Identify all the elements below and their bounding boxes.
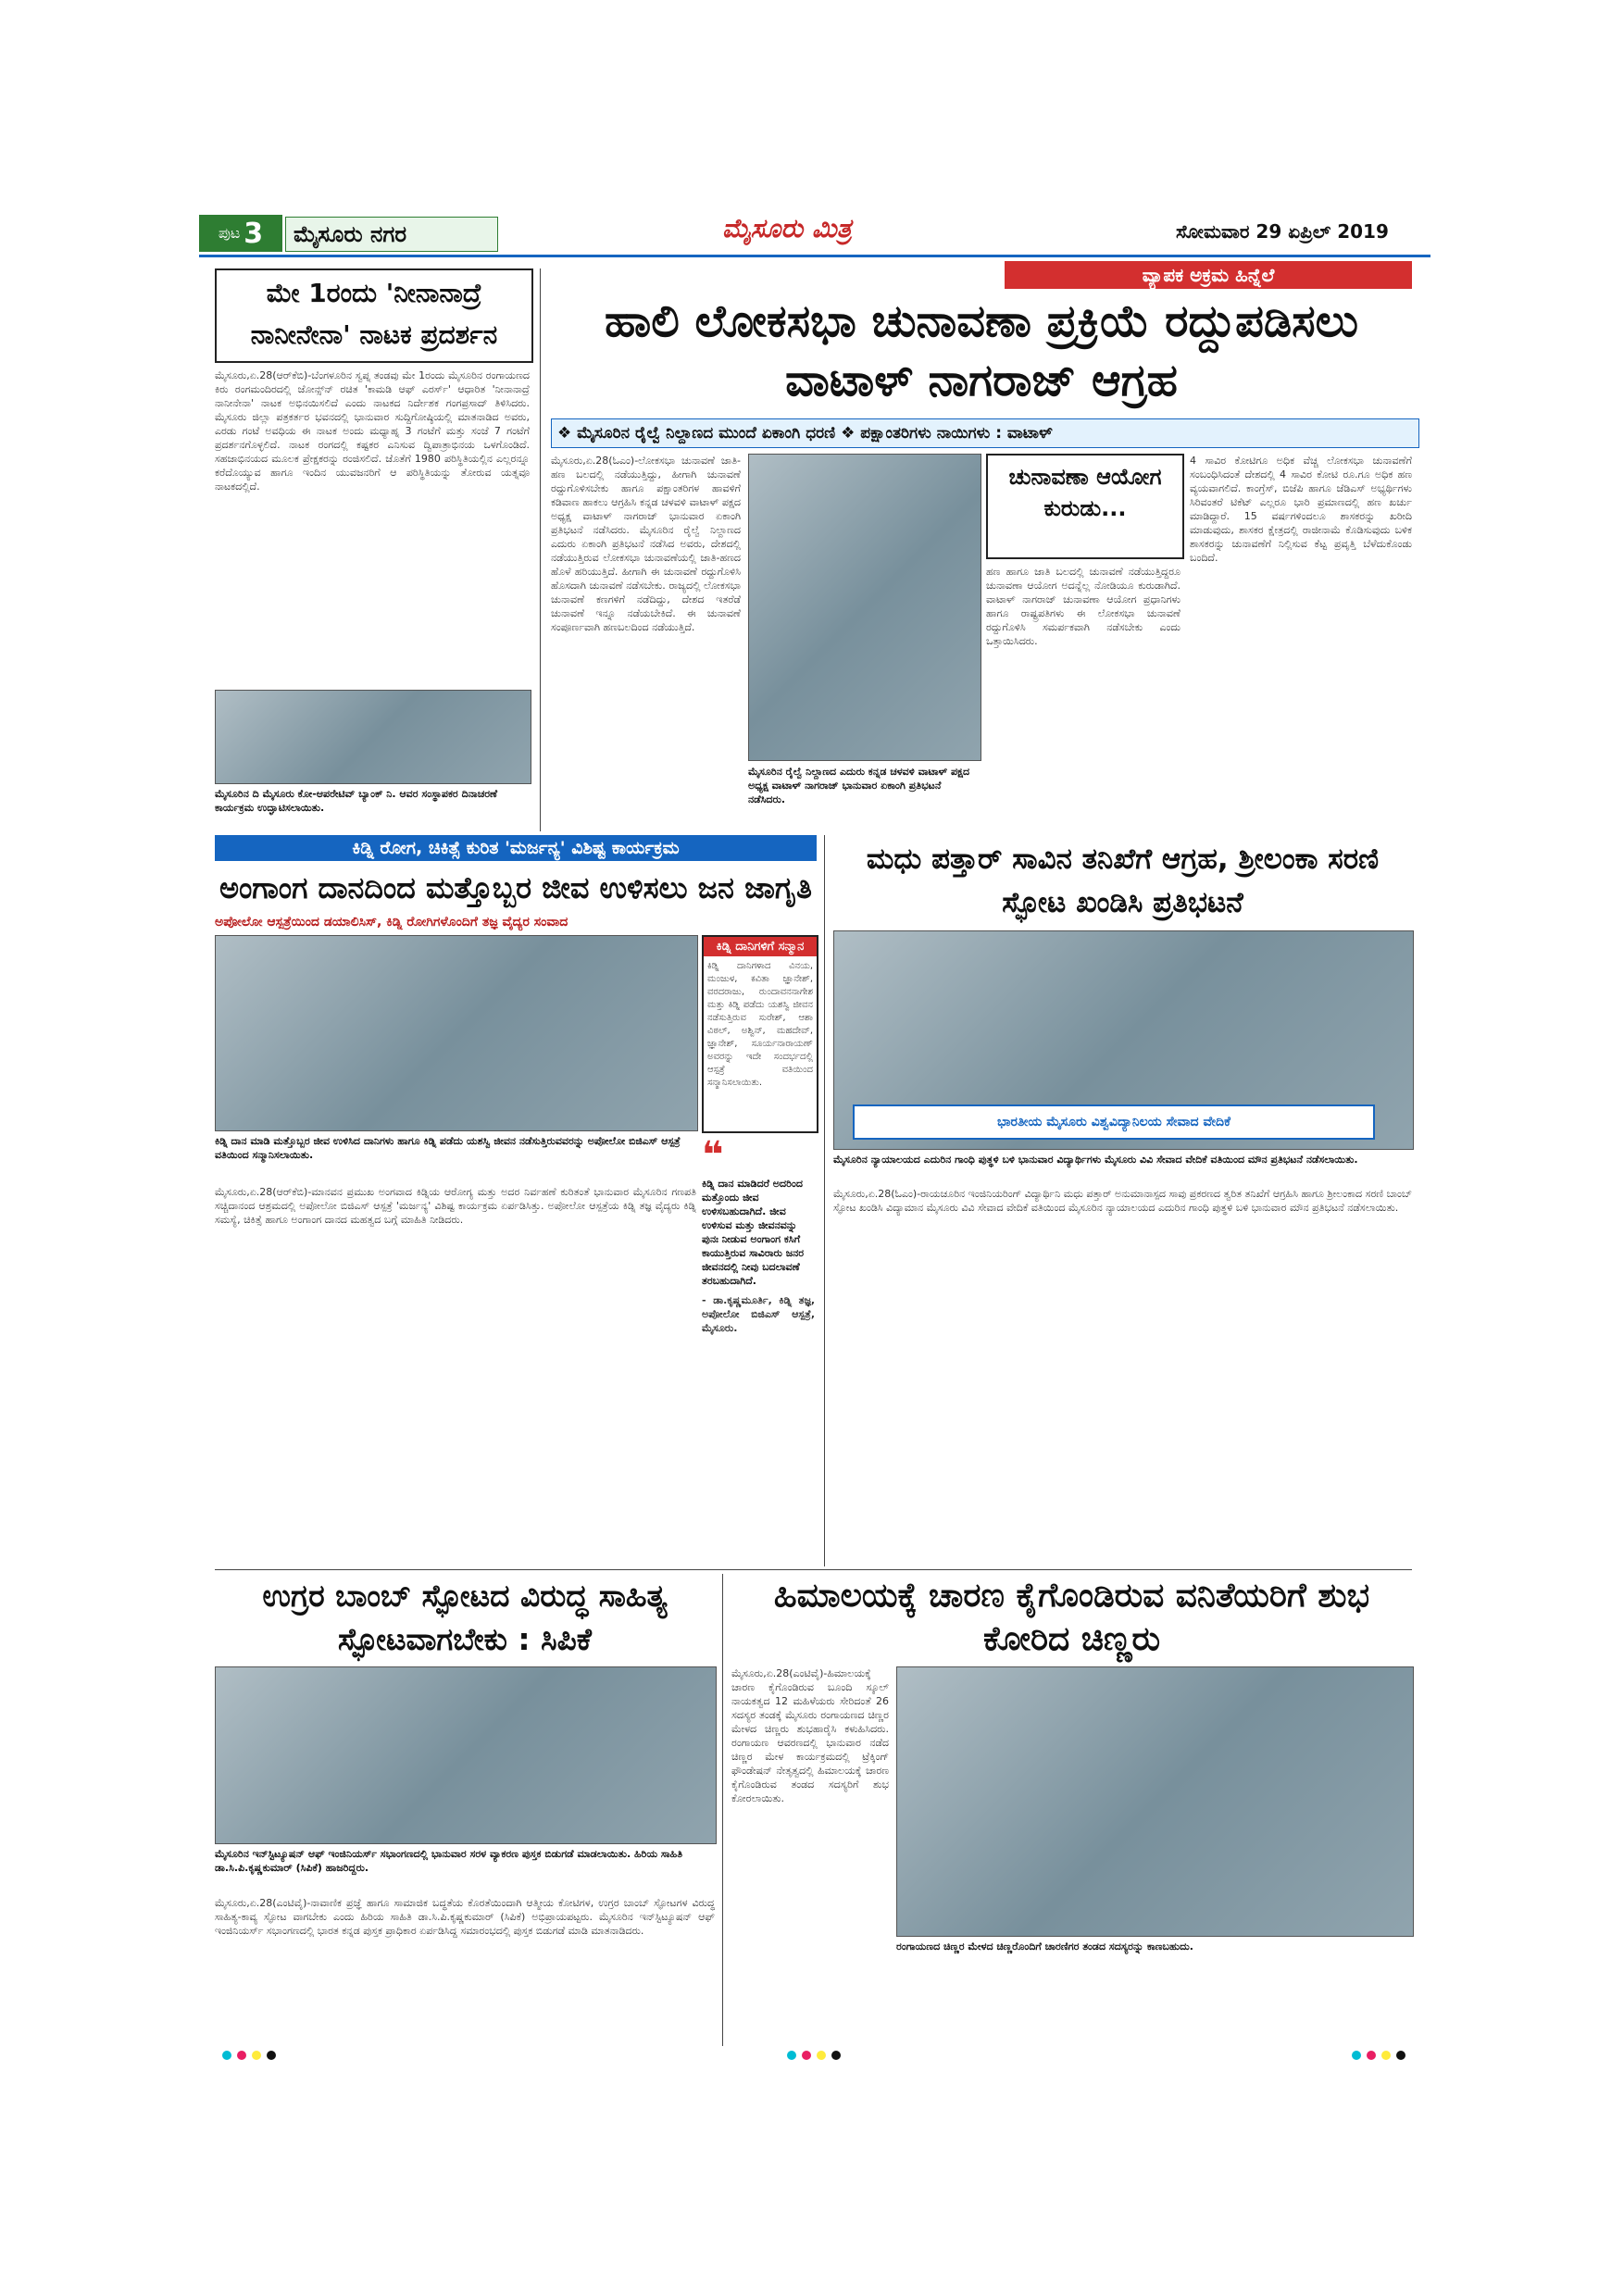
story3-body: ಮೈಸೂರು,ಏ.28(ಆರ್‌ಕೆಬಿ)-ಮಾನವನ ಪ್ರಮುಖ ಅಂಗವಾದ ಕಿಡ್ನಿಯ ಆರೋಗ್ಯ ಮತ್ತು ಅದರ ನಿರ್ವಹಣೆ ಕುರಿತಂತೆ ಭಾನುವಾರ ಮೈಸೂರಿನ ಗಣಪತಿ ಸಚ್ಚಿದಾನಂದ ಆಶ್ರಮದಲ್ಲಿ ಅಪೋಲೋ ಬಿಜಿಎಸ್ ಆಸ್ಪತ್ರೆ 'ಮರ್ಜನ್ಯ' ವಿಶಿಷ್ಟ ಕಾರ್ಯಕ್ರಮ ಏರ್ಪಡಿಸಿತ್ತು. ಅಪೋಲೋ ಆಸ್ಪತ್ರೆಯ ಕಿಡ್ನಿ ತಜ್ಞ ವೈದ್ಯರು ಕಿಡ್ನಿ ಸಮಸ್ಯೆ, ಚಿಕಿತ್ಸೆ ಹಾಗೂ ಅಂಗಾಂಗ ದಾನದ ಮಹತ್ವದ ಬಗ್ಗೆ ಮಾಹಿತಿ ನೀಡಿದರು. — [215, 1186, 696, 1226]
story1-headline: ಮೇ 1ರಂದು 'ನೀನಾನಾದ್ರೆ ನಾನೀನೇನಾ' ನಾಟಕ ಪ್ರದರ್ಶನ — [250, 278, 498, 350]
lead-col3: 4 ಸಾವಿರ ಕೋಟಿಗೂ ಅಧಿಕ ವೆಚ್ಚ ಲೋಕಸಭಾ ಚುನಾವಣೆಗೆ ಸಂಬಂಧಿಸಿದಂತೆ ದೇಶದಲ್ಲಿ 4 ಸಾವಿರ ಕೋಟಿ ರೂ.ಗೂ ಅಧಿಕ ಹಣ ವ್ಯಯವಾಗಲಿದೆ. ಕಾಂಗ್ರೆಸ್, ಬಿಜೆಪಿ ಹಾಗೂ ಜೆಡಿಎಸ್ ಅಭ್ಯರ್ಥಿಗಳು ಸಿರಿವಂತರೆ ಟಿಕೆಟ್ ಎಲ್ಲರೂ ಭಾರಿ ಪ್ರಮಾಣದಲ್ಲಿ ಹಣ ಖರ್ಚು ಮಾಡಿದ್ದಾರೆ. 15 ವರ್ಷಗಳಿಂದಲೂ ಶಾಸಕರನ್ನು ಖರೀದಿ ಮಾಡುವುದು, ಶಾಸಕರ ಕ್ಷೇತ್ರದಲ್ಲಿ ರಾಜೀನಾಮೆ ಕೊಡಿಸುವುದು ಬಳಿಕ ಶಾಸಕರನ್ನು ಚುನಾವಣೆಗೆ ನಿಲ್ಲಿಸುವ ಕೆಟ್ಟ ಪ್ರವೃತ್ತಿ ಬೆಳೆದುಕೊಂಡು ಬಂದಿದೆ. — [1190, 455, 1412, 564]
story6-headline: ಹಿಮಾಲಯಕ್ಕೆ ಚಾರಣ ಕೈಗೊಂಡಿರುವ ವನಿತೆಯರಿಗೆ ಶುಭ ಕೋರಿದ ಚಿಣ್ಣರು — [773, 1577, 1370, 1658]
story6-caption: ರಂಗಾಯಣದ ಚಿಣ್ಣರ ಮೇಳದ ಚಿಣ್ಣರೊಂದಿಗೆ ಚಾರಣಿಗರ ತಂಡದ ಸದಸ್ಯರನ್ನು ಕಾಣಬಹುದು. — [896, 1940, 1193, 1953]
lead-kicker: ವ್ಯಾಪಕ ಅಕ್ರಮ ಹಿನ್ನೆಲೆ — [1005, 261, 1412, 289]
yellow-dot — [252, 2051, 261, 2060]
story3-box-title: ಕಿಡ್ನಿ ದಾನಿಗಳಿಗೆ ಸನ್ಮಾನ — [704, 937, 817, 956]
lead-body: ಮೈಸೂರು,ಏ.28(ಓಎಂ)-ಲೋಕಸಭಾ ಚುನಾವಣೆ ಜಾತಿ-ಹಣ ಬಲದಲ್ಲಿ ನಡೆಯುತ್ತಿದ್ದು, ಹೀಗಾಗಿ ಚುನಾವಣೆ ರದ್ದುಗೊಳಿಸಬೇಕು ಹಾಗೂ ಪಕ್ಷಾಂತರಿಗಳ ಹಾವಳಿಗೆ ಕಡಿವಾಣ ಹಾಕಲು ಆಗ್ರಹಿಸಿ ಕನ್ನಡ ಚಳವಳಿ ವಾಟಾಳ್ ಪಕ್ಷದ ಅಧ್ಯಕ್ಷ ವಾಟಾಳ್ ನಾಗರಾಜ್ ಭಾನುವಾರ ಏಕಾಂಗಿ ಪ್ರತಿಭಟನೆ ನಡೆಸಿದರು. ಮೈಸೂರಿನ ರೈಲ್ವೆ ನಿಲ್ದಾಣದ ಎದುರು ಏಕಾಂಗಿ ಪ್ರತಿಭಟನೆ ನಡೆಸಿದ ಅವರು, ದೇಶದಲ್ಲಿ ನಡೆಯುತ್ತಿರುವ ಲೋಕಸಭಾ ಚುನಾವಣೆಯಲ್ಲಿ ಜಾತಿ-ಹಣದ ಹೊಳೆ ಹರಿಯುತ್ತಿದೆ. ಹೀಗಾಗಿ ಈ ಚುನಾವಣೆ ರದ್ದುಗೊಳಿಸಿ ಹೊಸದಾಗಿ ಚುನಾವಣೆ ನಡೆಸಬೇಕು. ರಾಜ್ಯದಲ್ಲಿ ಲೋಕಸಭಾ ಚುನಾವಣೆ ಕಣಗಳಿಗೆ ನಡೆದಿದ್ದು, ದೇಶದ ಇತರೆಡೆ ಚುನಾವಣೆ ಇನ್ನೂ ನಡೆಯಬೇಕಿದೆ. ಈ ಚುನಾವಣೆ ಸಂಪೂರ್ಣವಾಗಿ ಹಣಬಲದಿಂದ ನಡೆಯುತ್ತಿದೆ. — [551, 455, 741, 633]
yellow-dot — [1381, 2051, 1391, 2060]
lead-headline: ಹಾಲಿ ಲೋಕಸಭಾ ಚುನಾವಣಾ ಪ್ರಕ್ರಿಯೆ ರದ್ದುಪಡಿಸಲು ವಾಟಾಳ್ ನಾಗರಾಜ್ ಆಗ್ರಹ — [605, 295, 1358, 406]
magenta-dot — [1367, 2051, 1376, 2060]
story3-pullquote: ಕಿಡ್ನಿ ದಾನ ಮಾಡಿದರೆ ಅದರಿಂದ ಮತ್ತೊಂದು ಜೀವ ಉಳಿಸಬಹುದಾಗಿದೆ. ಜೀವ ಉಳಿಸುವ ಮತ್ತು ಜೀವನವನ್ನು ಪುನಃ ನೀಡುವ ಅಂಗಾಂಗ ಕಸಿಗೆ ಕಾಯುತ್ತಿರುವ ಸಾವಿರಾರು ಜನರ ಜೀವನದಲ್ಲಿ ನೀವು ಬದಲಾವಣೆ ತರಬಹುದಾಗಿದೆ. — [702, 1178, 805, 1287]
story4-caption: ಮೈಸೂರಿನ ನ್ಯಾಯಾಲಯದ ಎದುರಿನ ಗಾಂಧಿ ಪುತ್ಥಳಿ ಬಳಿ ಭಾನುವಾರ ವಿದ್ಯಾರ್ಥಿಗಳು ಮೈಸೂರು ವಿವಿ ಸೇವಾದ ವೇದಿಕೆ ವತಿಯಿಂದ ಮೌನ ಪ್ರತಿಭಟನೆ ನಡೆಸಲಾಯಿತು. — [833, 1154, 1358, 1166]
column-rule-3 — [722, 1574, 723, 2046]
masthead-rule — [199, 255, 1430, 257]
magenta-dot — [237, 2051, 246, 2060]
story4-body: ಮೈಸೂರು,ಏ.28(ಓಎಂ)-ರಾಯಚೂರಿನ ಇಂಜಿನಿಯರಿಂಗ್ ವಿದ್ಯಾರ್ಥಿನಿ ಮಧು ಪತ್ತಾರ್ ಅನುಮಾನಾಸ್ಪದ ಸಾವು ಪ್ರಕರಣದ ತ್ವರಿತ ತನಿಖೆಗೆ ಆಗ್ರಹಿಸಿ ಹಾಗೂ ಶ್ರೀಲಂಕಾದ ಸರಣಿ ಬಾಂಬ್ ಸ್ಫೋಟ ಖಂಡಿಸಿ ವಿದ್ಯಾಮಾನ ಮೈಸೂರು ವಿವಿ ಸೇವಾದ ವೇದಿಕೆ ವತಿಯಿಂದ ಮೈಸೂರಿನ ನ್ಯಾಯಾಲಯದ ಎದುರಿನ ಗಾಂಧಿ ಪುತ್ಥಳಿ ಬಳಿ ಭಾನುವಾರ ಮೌನ ಪ್ರತಿಭಟನೆ ನಡೆಸಲಾಯಿತು. — [833, 1188, 1412, 1214]
story5-body: ಮೈಸೂರು,ಏ.28(ಎಂಟಿವೈ)-ನಾವಾಣಿಕ ಪ್ರಜ್ಞೆ ಹಾಗೂ ಸಾಮಾಜಿಕ ಬದ್ಧತೆಯ ಕೊರತೆಯಿಂದಾಗಿ ಆತ್ಮೀಯ ಕೋಟಿಗಳ, ಉಗ್ರರ ಬಾಂಬ್ ಸ್ಫೋಟಗಳ ವಿರುದ್ಧ ಸಾಹಿತ್ಯ-ಕಾವ್ಯ ಸ್ಫೋಟ ವಾಗಬೇಕು ಎಂದು ಹಿರಿಯ ಸಾಹಿತಿ ಡಾ.ಸಿ.ಪಿ.ಕೃಷ್ಣಕುಮಾರ್ (ಸಿಪಿಕೆ) ಅಭಿಪ್ರಾಯಪಟ್ಟರು. ಮೈಸೂರಿನ ಇನ್‌ಸ್ಟಿಟ್ಯೂಷನ್ ಆಫ್ ಇಂಜಿನಿಯರ್ಸ್ ಸಭಾಂಗಣದಲ್ಲಿ ಭಾರತ ಕನ್ನಡ ಪುಸ್ತಕ ಪ್ರಾಧಿಕಾರ ಏರ್ಪಡಿಸಿದ್ದ ಸಮಾರಂಭದಲ್ಲಿ ಪುಸ್ತಕ ಬಿಡುಗಡೆ ಮಾಡಿ ಮಾತನಾಡಿದರು. — [215, 1897, 715, 1937]
story6-body: ಮೈಸೂರು,ಏ.28(ಎಂಟಿವೈ)-ಹಿಮಾಲಯಕ್ಕೆ ಚಾರಣ ಕೈಗೊಂಡಿರುವ ಬೂಂದಿ ಸ್ಕೂಲ್ ನಾಯಕತ್ವದ 12 ಮಹಿಳೆಯರು ಸೇರಿದಂತೆ 26 ಸದಸ್ಯರ ತಂಡಕ್ಕೆ ಮೈಸೂರು ರಂಗಾಯಣದ ಚಿಣ್ಣರ ಮೇಳದ ಚಿಣ್ಣರು ಶುಭಹಾರೈಸಿ ಕಳುಹಿಸಿದರು. ರಂಗಾಯಣ ಆವರಣದಲ್ಲಿ ಭಾನುವಾರ ನಡೆದ ಚಿಣ್ಣರ ಮೇಳ ಕಾರ್ಯಕ್ರಮದಲ್ಲಿ ಟ್ರೆಕ್ಕಿಂಗ್ ಫೌಂಡೇಷನ್ ನೇತೃತ್ವದಲ್ಲಿ ಹಿಮಾಲಯಕ್ಕೆ ಚಾರಣ ಕೈಗೊಂಡಿರುವ ತಂಡದ ಸದಸ್ಯರಿಗೆ ಶುಭ ಕೋರಲಾಯಿತು. — [731, 1667, 889, 1804]
story6-photo — [896, 1666, 1414, 1937]
magenta-dot — [802, 2051, 811, 2060]
lead-subhead: ❖ ಮೈಸೂರಿನ ರೈಲ್ವೆ ನಿಲ್ದಾಣದ ಮುಂದೆ ಏಕಾಂಗಿ ಧರಣಿ ❖ ಪಕ್ಷಾಂತರಿಗಳು ನಾಯಿಗಳು : ವಾಟಾಳ್ — [551, 418, 1419, 448]
lead-col2: ಹಣ ಹಾಗೂ ಜಾತಿ ಬಲದಲ್ಲಿ ಚುನಾವಣೆ ನಡೆಯುತ್ತಿದ್ದರೂ ಚುನಾವಣಾ ಆಯೋಗ ಅದನ್ನೆಲ್ಲ ನೋಡಿಯೂ ಕುರುಡಾಗಿದೆ. ವಾಟಾಳ್ ನಾಗರಾಜ್ ಚುನಾವಣಾ ಆಯೋಗ ಪ್ರಧಾನಿಗಳು ಹಾಗೂ ರಾಷ್ಟ್ರಪತಿಗಳು ಈ ಲೋಕಸಭಾ ಚುನಾವಣೆ ರದ್ದುಗೊಳಿಸಿ ಸಮರ್ಪಕವಾಗಿ ನಡೆಸಬೇಕು ಎಂದು ಒತ್ತಾಯಿಸಿದರು. — [986, 566, 1181, 647]
quote-mark-icon: ❝ — [702, 1134, 724, 1177]
story5-headline: ಉಗ್ರರ ಬಾಂಬ್ ಸ್ಫೋಟದ ವಿರುದ್ಧ ಸಾಹಿತ್ಯ ಸ್ಫೋಟವಾಗಬೇಕು : ಸಿಪಿಕೆ — [262, 1578, 668, 1657]
story3-photo — [215, 935, 698, 1131]
story1-headline-box — [215, 268, 533, 363]
registration-marks-left — [222, 2051, 276, 2060]
dateline: ಸೋಮವಾರ 29 ಏಪ್ರಿಲ್ 2019 — [1176, 220, 1389, 243]
cyan-dot — [222, 2051, 231, 2060]
registration-marks-center — [787, 2051, 841, 2060]
story1-caption: ಮೈಸೂರಿನ ದಿ ಮೈಸೂರು ಕೋ-ಆಪರೇಟಿವ್ ಬ್ಯಾಂಕ್ ನಿ. ಆವರ ಸಂಸ್ಥಾಪಕರ ದಿನಾಚರಣೆ ಕಾರ್ಯಕ್ರಮ ಉದ್ಘಾಟಿಸಲಾಯಿತು. — [215, 788, 498, 814]
story4-photo — [833, 930, 1414, 1150]
story3-pullquote-box — [702, 1134, 815, 1555]
story5-photo — [215, 1666, 717, 1844]
story3-subhead: ಅಪೋಲೋ ಆಸ್ಪತ್ರೆಯಿಂದ ಡಯಾಲಿಸಿಸ್, ಕಿಡ್ನಿ ರೋಗಿಗಳೊಂದಿಗೆ ತಜ್ಞ ವೈದ್ಯರ ಸಂವಾದ — [215, 915, 568, 930]
column-rule — [540, 268, 541, 831]
story3-kicker: ಕಿಡ್ನಿ ರೋಗ, ಚಿಕಿತ್ಸೆ ಕುರಿತ 'ಮರ್ಜನ್ಯ' ವಿಶಿಷ್ಟ ಕಾರ್ಯಕ್ರಮ — [215, 835, 817, 861]
story4-banner: ಭಾರತೀಯ ಮೈಸೂರು ವಿಶ್ವವಿದ್ಯಾನಿಲಯ ಸೇವಾದ ವೇದಿಕೆ — [853, 1104, 1375, 1140]
story3-box — [702, 935, 818, 1133]
black-dot — [267, 2051, 276, 2060]
page-number-box — [199, 215, 282, 252]
story5-caption: ಮೈಸೂರಿನ ಇನ್‌ಸ್ಟಿಟ್ಯೂಷನ್ ಆಫ್ ಇಂಜಿನಿಯರ್ಸ್ ಸಭಾಂಗಣದಲ್ಲಿ ಭಾನುವಾರ ಸರಳ ವ್ಯಾಕರಣ ಪುಸ್ತಕ ಬಿಡುಗಡೆ ಮಾಡಲಾಯಿತು. ಹಿರಿಯ ಸಾಹಿತಿ ಡಾ.ಸಿ.ಪಿ.ಕೃಷ್ಣಕುಮಾರ್ (ಸಿಪಿಕೆ) ಹಾಜರಿದ್ದರು. — [215, 1848, 683, 1874]
story3-caption: ಕಿಡ್ನಿ ದಾನ ಮಾಡಿ ಮತ್ತೊಬ್ಬರ ಜೀವ ಉಳಿಸಿದ ದಾನಿಗಳು ಹಾಗೂ ಕಿಡ್ನಿ ಪಡೆದು ಯಶಸ್ವಿ ಜೀವನ ನಡೆಸುತ್ತಿರುವವರನ್ನು ಅಪೋಲೋ ಬಿಜಿಎಸ್ ಆಸ್ಪತ್ರೆ ವತಿಯಿಂದ ಸನ್ಮಾನಿಸಲಾಯಿತು. — [215, 1135, 681, 1161]
story3-headline: ಅಂಗಾಂಗ ದಾನದಿಂದ ಮತ್ತೊಬ್ಬರ ಜೀವ ಉಳಿಸಲು ಜನ ಜಾಗೃತಿ — [219, 870, 812, 905]
story1-photo — [215, 690, 531, 784]
story4-headline: ಮಧು ಪತ್ತಾರ್ ಸಾವಿನ ತನಿಖೆಗೆ ಆಗ್ರಹ, ಶ್ರೀಲಂಕಾ ಸರಣಿ ಸ್ಫೋಟ ಖಂಡಿಸಿ ಪ್ರತಿಭಟನೆ — [866, 842, 1380, 919]
registration-marks-right — [1352, 2051, 1405, 2060]
story3-box-body: ಕಿಡ್ನಿ ದಾನಿಗಳಾದ ವಿನಯ, ಮಂಜುಳ, ಕವಿತಾ ಜ್ಞಾನೇಶ್, ವರದರಾಜು, ರುಂದಾವನನಾಗೇಶ ಮತ್ತು ಕಿಡ್ನಿ ಪಡೆದು ಯಶಸ್ವಿ ಜೀವನ ನಡೆಸುತ್ತಿರುವ ಸುರೇಶ್, ಆಶಾ ವಿಠಲ್, ಅಶ್ವಿನ್, ಮಹದೇವ್, ಜ್ಞಾನೇಶ್, ಸೂರ್ಯನಾರಾಯಣ್ ಅವರನ್ನು ಇದೇ ಸಂದರ್ಭದಲ್ಲಿ ಆಸ್ಪತ್ರೆ ವತಿಯಿಂದ ಸನ್ಮಾನಿಸಲಾಯಿತು. — [707, 961, 813, 1088]
section-divider — [215, 1569, 1412, 1570]
cyan-dot — [787, 2051, 796, 2060]
paper-logo: ಮೈಸೂರು ಮಿತ್ರ — [722, 213, 852, 243]
lead-pullquote: ಚುನಾವಣಾ ಆಯೋಗ ಕುರುಡು... — [1008, 464, 1162, 521]
page-number: 3 — [244, 217, 264, 250]
section-title: ಮೈಸೂರು ನಗರ — [285, 217, 498, 252]
lead-pullquote-box — [986, 454, 1184, 559]
column-rule-2 — [824, 835, 825, 1566]
yellow-dot — [817, 2051, 826, 2060]
black-dot — [831, 2051, 841, 2060]
story1-body: ಮೈಸೂರು,ಏ.28(ಆರ್‌ಕೆಬಿ)-ಬೆಂಗಳೂರಿನ ಸ್ವಪ್ನ ತಂಡವು ಮೇ 1ರಂದು ಮೈಸೂರಿನ ರಂಗಾಯಣದ ಕಿರು ರಂಗಮಂದಿರದಲ್ಲಿ ಜೋನ್ಸ್‌ನ್ ರಚಿತ 'ಕಾಮಡಿ ಆಫ್ ಎರರ್ಸ್' ಆಧಾರಿತ 'ನೀನಾನಾದ್ರೆ ನಾನೀನೇನಾ' ನಾಟಕ ಅಭಿನಯಿಸಲಿದೆ ಎಂದು ನಾಟಕದ ನಿರ್ದೇಶಕ ಗಂಗಪ್ರಸಾದ್ ತಿಳಿಸಿದರು. ಮೈಸೂರು ಜಿಲ್ಲಾ ಪತ್ರಕರ್ತರ ಭವನದಲ್ಲಿ ಭಾನುವಾರ ಸುದ್ದಿಗೋಷ್ಠಿಯಲ್ಲಿ ಮಾತನಾಡಿದ ಅವರು, ಎರಡು ಗಂಟೆ ಅವಧಿಯ ಈ ನಾಟಕ ಅಂದು ಮಧ್ಯಾಹ್ನ 3 ಗಂಟೆಗೆ ಮತ್ತು ಸಂಜೆ 7 ಗಂಟೆಗೆ ಪ್ರದರ್ಶನಗೊಳ್ಳಲಿದೆ. ನಾಟಕ ರಂಗದಲ್ಲಿ ಕಷ್ಟಕರ ಎನಿಸುವ ದ್ವಿಪಾತ್ರಾಭಿನಯ ಒಳಗೊಂಡಿದೆ. ಸಹಜಾಭಿನಯದ ಮೂಲಕ ಪ್ರೇಕ್ಷಕರನ್ನು ರಂಜಿಸಲಿದೆ. ಜೊತೆಗೆ 1980 ಪರಿಸ್ಥಿತಿಯಲ್ಲಿನ ಎಲ್ಲರನ್ನೂ ಕರೆದೊಯ್ಯುವ ಹಾಗೂ ಇಂದಿನ ಯುವಜನರಿಗೆ ಆ ಪರಿಸ್ಥಿತಿಯನ್ನು ತೋರುವ ಯತ್ನವೂ ನಾಟಕದಲ್ಲಿದೆ. — [215, 369, 530, 493]
black-dot — [1396, 2051, 1405, 2060]
cyan-dot — [1352, 2051, 1361, 2060]
lead-caption: ಮೈಸೂರಿನ ರೈಲ್ವೆ ನಿಲ್ದಾಣದ ಎದುರು ಕನ್ನಡ ಚಳವಳಿ ವಾಟಾಳ್ ಪಕ್ಷದ ಅಧ್ಯಕ್ಷ ವಾಟಾಳ್ ನಾಗರಾಜ್ ಭಾನುವಾರ ಏಕಾಂಗಿ ಪ್ರತಿಭಟನೆ ನಡೆಸಿದರು. — [748, 766, 970, 805]
page-label: ಪುಟ — [218, 224, 241, 242]
story3-quote-by: - ಡಾ.ಕೃಷ್ಣಮೂರ್ತಿ, ಕಿಡ್ನಿ ತಜ್ಞ, ಅಪೋಲೋ ಬಿಜಿಎಸ್ ಆಸ್ಪತ್ರೆ, ಮೈಸೂರು. — [702, 1294, 815, 1334]
lead-photo — [748, 454, 981, 761]
